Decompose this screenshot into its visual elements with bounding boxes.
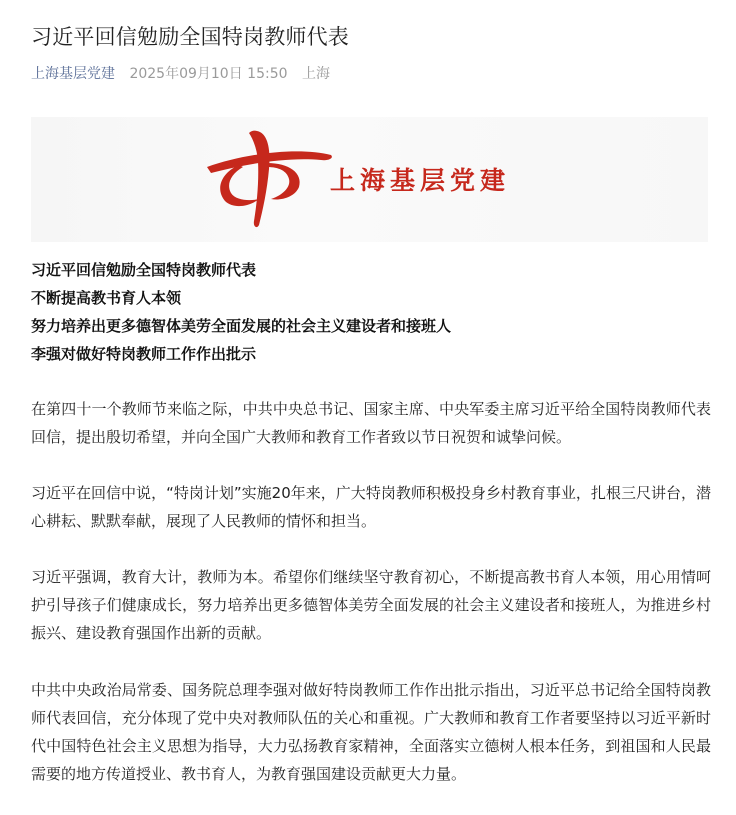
headline-block [31, 256, 451, 368]
banner-image [31, 117, 708, 242]
body-paragraph: 中共中央政治局常委、国务院总理李强对做好特岗教师工作作出批示指出，习近平总书记给全国特岗教师代表回信，充分体现了党中央对教师队伍的关心和重视。广大教师和教育工作者要坚持以习近平新时代中国特色社会主义思想为指导，大力弘扬教育家精神，全面落实立德树人根本任务，到祖国和人民最需要的地方传道授业、教书育人，为教育强国建设贡献更大力量。 [31, 681, 711, 783]
publish-datetime: 2025年09月10日 15:50 [129, 66, 288, 82]
article-meta [31, 64, 330, 84]
body-paragraph: 习近平在回信中说，“特岗计划”实施20年来，广大特岗教师积极投身乡村教育事业，扎根三尺讲台，潜心耕耘、默默奉献，展现了人民教师的情怀和担当。 [31, 484, 711, 530]
headline-line: 努力培养出更多德智体美劳全面发展的社会主义建设者和接班人 [31, 317, 452, 335]
banner-brand-text: 上海基层党建 [330, 166, 511, 195]
body-paragraph: 在第四十一个教师节来临之际，中共中央总书记、国家主席、中央军委主席习近平给全国特岗教师代表回信，提出殷切希望，并向全国广大教师和教育工作者致以节日祝贺和诚挚问候。 [31, 400, 711, 446]
body-paragraph: 习近平强调，教育大计，教师为本。希望你们继续坚守教育初心，不断提高教书育人本领，用心用情呵护引导孩子们健康成长，努力培养出更多德智体美劳全面发展的社会主义建设者和接班人，为推进乡村振兴、建设教育强国作出新的贡献。 [31, 568, 711, 642]
account-name-link[interactable]: 上海基层党建 [31, 66, 115, 82]
headline-line: 习近平回信勉励全国特岗教师代表 [31, 261, 257, 279]
headline-line: 李强对做好特岗教师工作作出批示 [31, 345, 257, 363]
article-title: 习近平回信勉励全国特岗教师代表 [31, 25, 349, 49]
publish-location: 上海 [301, 66, 330, 82]
headline-line: 不断提高教书育人本领 [31, 289, 182, 307]
